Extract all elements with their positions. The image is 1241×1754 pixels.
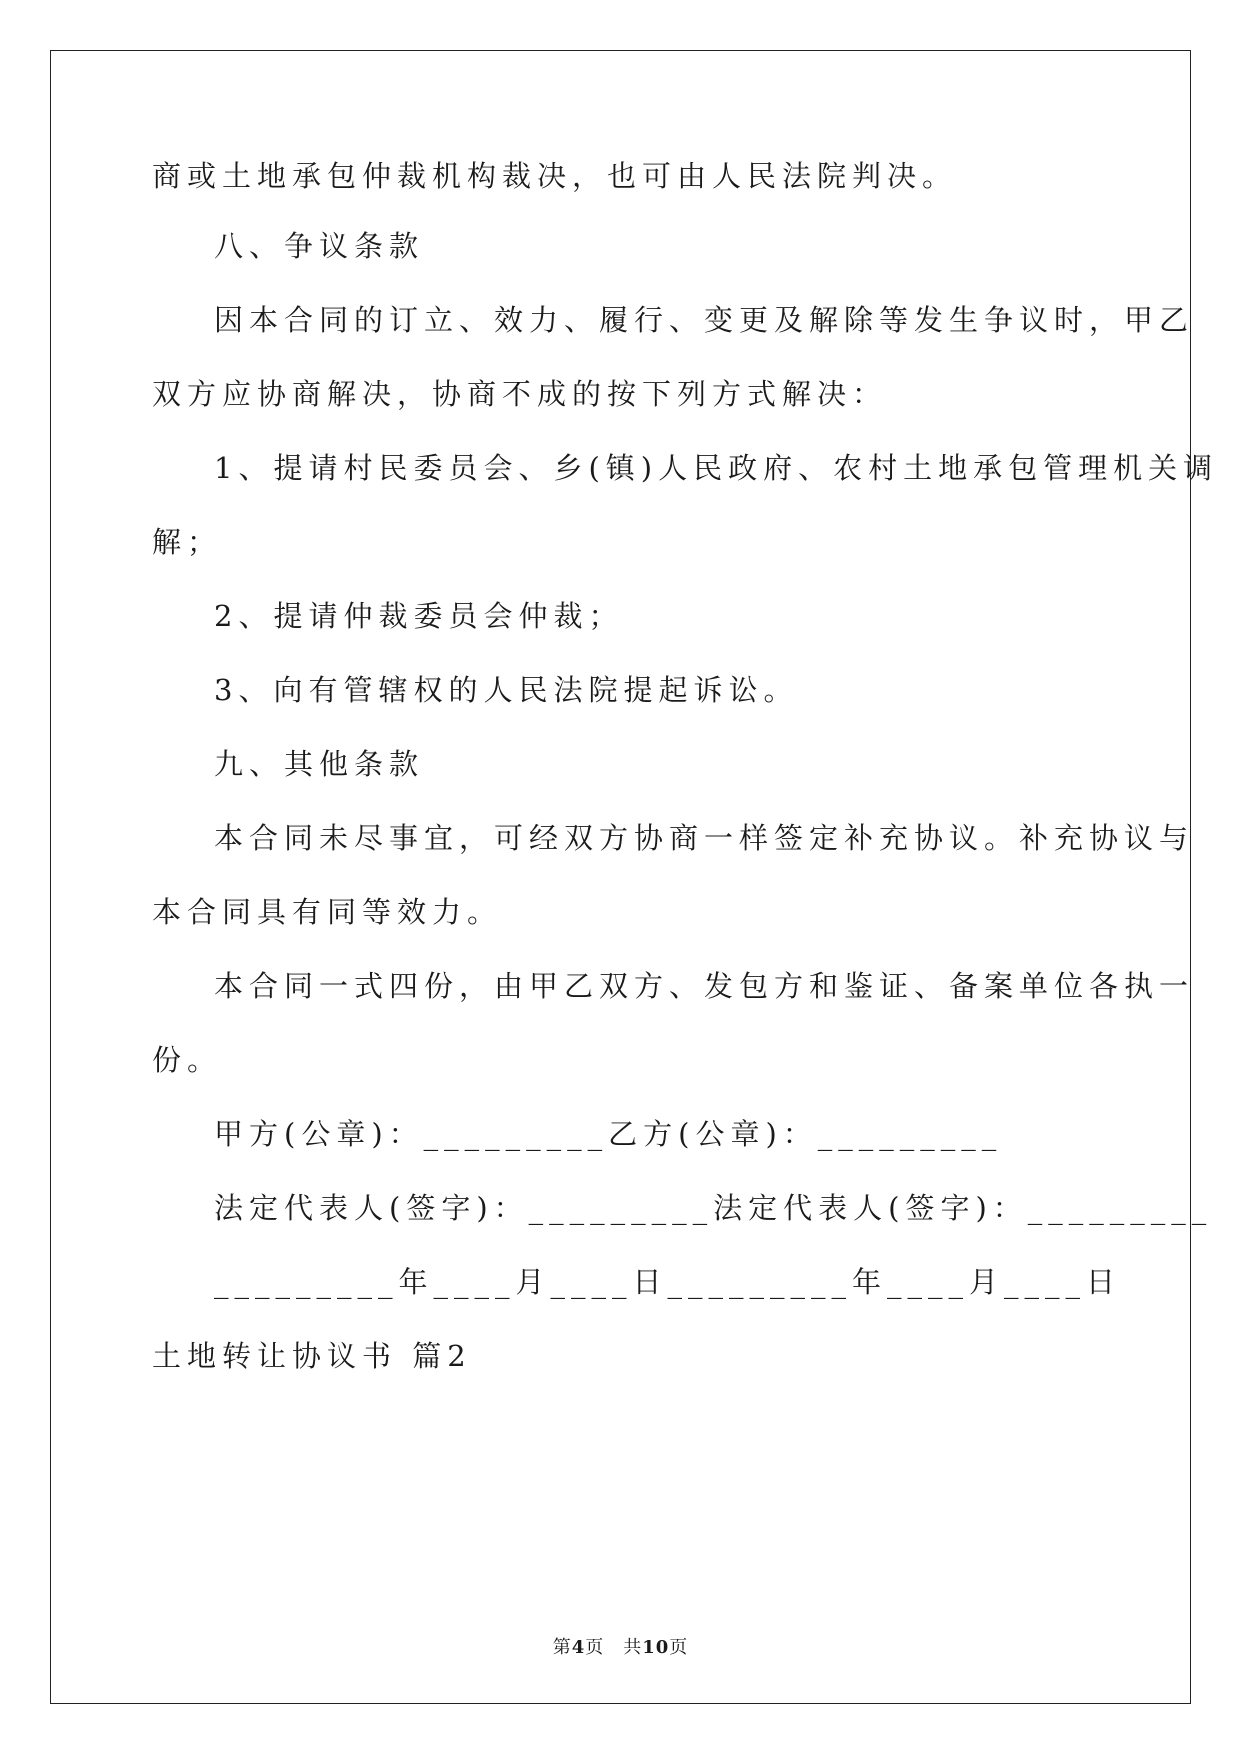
paragraph-line: 解； — [152, 525, 223, 559]
footer-prefix: 第 — [552, 1637, 572, 1658]
signature-line: 甲方(公章)：_________乙方(公章)：_________ — [214, 1117, 1003, 1151]
total-pages-number: 10 — [642, 1637, 670, 1658]
paragraph-line: 本合同一式四份，由甲乙双方、发包方和鉴证、备案单位各执一 — [214, 969, 1195, 1003]
footer-suffix: 页 — [669, 1637, 689, 1658]
paragraph-line: 双方应协商解决，协商不成的按下列方式解决： — [152, 377, 888, 411]
list-item: 2、提请仲裁委员会仲裁； — [214, 599, 624, 633]
date-line: _________年____月____日_________年____月____日 — [214, 1265, 1122, 1299]
section-heading: 八、争议条款 — [214, 229, 425, 263]
page-border — [50, 50, 1191, 1704]
footer-mid: 页 共 — [585, 1637, 643, 1658]
paragraph-line: 因本合同的订立、效力、履行、变更及解除等发生争议时，甲乙 — [214, 303, 1195, 337]
section-title: 土地转让协议书 篇2 — [152, 1339, 472, 1373]
list-item: 1、提请村民委员会、乡(镇)人民政府、农村土地承包管理机关调 — [214, 451, 1219, 485]
paragraph-line: 商或土地承包仲裁机构裁决，也可由人民法院判决。 — [152, 159, 958, 193]
current-page-number: 4 — [571, 1637, 586, 1658]
signature-line: 法定代表人(签字)：_________法定代表人(签字)：_________ — [214, 1191, 1213, 1225]
page-footer — [0, 1633, 1241, 1659]
paragraph-line: 本合同具有同等效力。 — [152, 895, 503, 929]
section-heading: 九、其他条款 — [214, 747, 425, 781]
list-item: 3、向有管辖权的人民法院提起诉讼。 — [214, 673, 799, 707]
paragraph-line: 本合同未尽事宜，可经双方协商一样签定补充协议。补充协议与 — [214, 821, 1195, 855]
paragraph-line: 份。 — [152, 1043, 223, 1077]
